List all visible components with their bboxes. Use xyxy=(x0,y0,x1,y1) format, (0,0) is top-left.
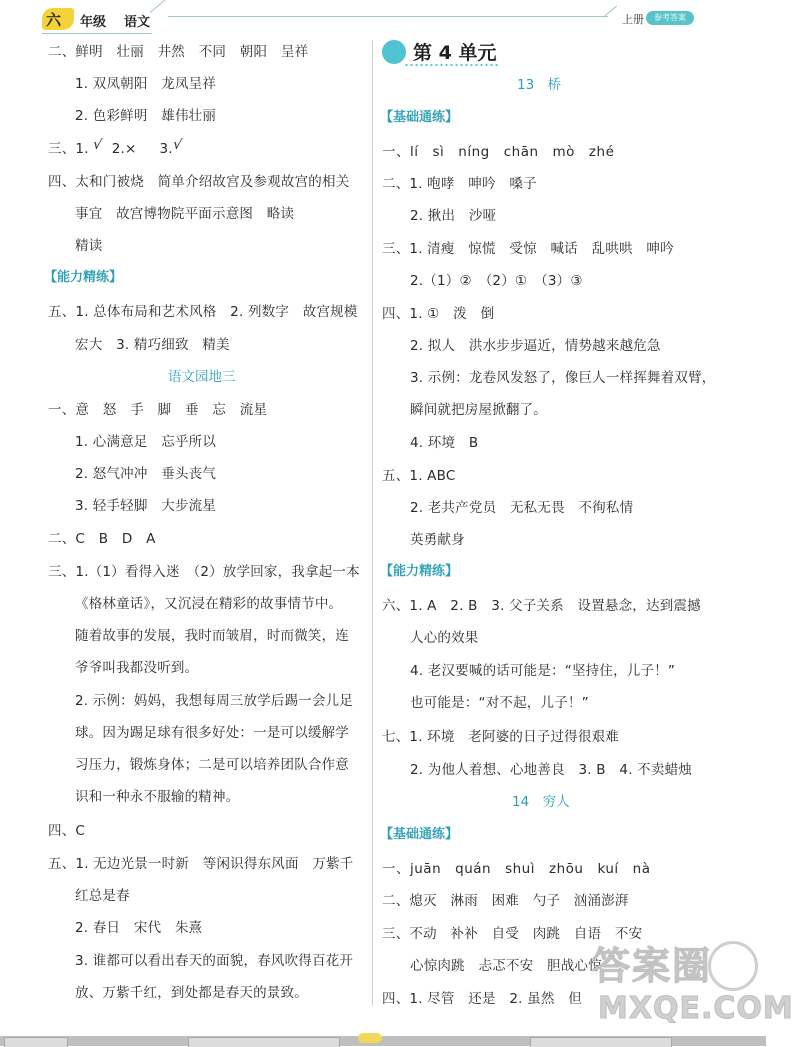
header-rule-left xyxy=(42,33,152,34)
answer-line: 2.（1）② （2）① （3）③ xyxy=(410,273,583,289)
answer-line: 心惊肉跳 忐忑不安 胆战心惊 xyxy=(410,958,602,974)
check-mark-icon: √ xyxy=(92,136,104,154)
answer-line: 2. 春日 宋代 朱熹 xyxy=(75,920,203,936)
answer-line: 习压力，锻炼身体；二是可以培养团队合作意 xyxy=(75,757,349,773)
answer-key-badge: 参考答案 xyxy=(646,11,694,25)
footer-tab xyxy=(188,1037,340,1047)
answer-line: 1. 心满意足 忘乎所以 xyxy=(75,434,217,450)
answer-line: 七、1. 环境 老阿婆的日子过得很艰难 xyxy=(382,729,619,745)
answer-line: 三、1.（1）看得入迷 （2）放学回家，我拿起一本 xyxy=(48,564,360,580)
watermark-circle-icon xyxy=(708,941,758,991)
answer-line: 1. 双凤朝阳 龙凤呈祥 xyxy=(75,76,217,92)
answer-line: 2. 老共产党员 无私无畏 不徇私情 xyxy=(410,500,634,516)
answer-line: 三、不动 补补 自受 肉跳 自语 不安 xyxy=(382,926,643,942)
watermark-domain: MXQE.COM xyxy=(598,991,794,1026)
answer-line: 二、C B D A xyxy=(48,531,156,547)
watermark xyxy=(590,935,794,1040)
answer-line: 宏大 3. 精巧细致 精美 xyxy=(75,337,230,353)
answer-line: 一、juān quán shuì zhōu kuí nà xyxy=(382,861,651,877)
unit-bullet-icon xyxy=(382,40,406,64)
answer-line: 4. 环境 B xyxy=(410,435,479,451)
answer-line: 放、万紫千红，到处都是春天的景致。 xyxy=(75,985,308,1001)
lesson-title: 语文园地三 xyxy=(168,369,236,385)
answer-line: 二、熄灭 淋雨 困难 勺子 汹涌澎湃 xyxy=(382,893,629,909)
header-rule xyxy=(168,16,608,17)
section-heading: 【能力精练】 xyxy=(380,564,459,579)
answer-text: 2.× xyxy=(111,141,137,157)
section-heading: 【能力精练】 xyxy=(44,270,123,285)
answer-line: 3. 谁都可以看出春天的面貌，春风吹得百花开 xyxy=(75,953,354,969)
answer-line: 事宜 故宫博物院平面示意图 略读 xyxy=(75,206,295,222)
column-divider xyxy=(372,40,373,1006)
lesson-title: 14 穷人 xyxy=(512,794,570,810)
answer-line: 爷爷叫我都没听到。 xyxy=(75,660,199,676)
answer-line: 红总是春 xyxy=(75,888,130,904)
section-heading: 【基础通练】 xyxy=(380,827,459,842)
volume-label: 上册 xyxy=(622,13,644,26)
answer-line: 三、1. 清瘦 惊慌 受惊 喊话 乱哄哄 呻吟 xyxy=(382,241,674,257)
answer-text: 3. xyxy=(159,141,173,157)
answer-line: 瞬间就把房屋掀翻了。 xyxy=(410,402,547,418)
answer-line: 4. 老汉要喊的话可能是：“坚持住，儿子！” xyxy=(410,663,676,679)
answer-text: 三、1. xyxy=(48,141,89,157)
answer-line: 随着故事的发展，我时而皱眉，时而微笑，连 xyxy=(75,628,349,644)
answer-line: 2. 怒气冲冲 垂头丧气 xyxy=(75,466,217,482)
answer-line: 3. 轻手轻脚 大步流星 xyxy=(75,498,217,514)
lesson-title: 13 桥 xyxy=(517,77,562,93)
answer-line: 2. 拟人 洪水步步逼近，情势越来越危急 xyxy=(410,338,661,354)
answer-line: 四、1. ① 泼 倒 xyxy=(382,306,495,322)
answer-line: 精读 xyxy=(75,238,103,254)
answer-line: 四、太和门被烧 简单介绍故宫及参观故宫的相关 xyxy=(48,174,350,190)
answer-line: 五、1. 无边光景一时新 等闲识得东风面 万紫千 xyxy=(48,856,354,872)
subject-label: 语文 xyxy=(124,15,151,30)
answer-line: 五、1. ABC xyxy=(382,468,456,484)
answer-line: 六、1. A 2. B 3. 父子关系 设置悬念，达到震撼 xyxy=(382,598,701,614)
section-heading: 【基础通练】 xyxy=(380,110,459,125)
answer-line: 2. 示例：妈妈，我想每周三放学后踢一会儿足 xyxy=(75,693,354,709)
grade-label: 年级 xyxy=(80,15,107,30)
answer-line: 球。因为踢足球有很多好处：一是可以缓解学 xyxy=(75,725,349,741)
answer-line: 识和一种永不服输的精神。 xyxy=(75,789,240,805)
footer-tab xyxy=(530,1037,672,1047)
answer-line: 英勇献身 xyxy=(410,532,465,548)
answer-line: 《格林童话》，又沉浸在精彩的故事情节中。 xyxy=(75,596,343,612)
page-header xyxy=(0,0,766,34)
answer-line: 四、C xyxy=(48,823,86,839)
answer-line: 四、1. 尽管 还是 2. 虽然 但 xyxy=(382,991,582,1007)
grade-number: 六 xyxy=(46,11,62,29)
unit-title-underline xyxy=(404,64,500,66)
header-rule-slash xyxy=(150,0,171,13)
answer-line: 也可能是：“对不起，儿子！” xyxy=(410,695,589,711)
answer-line: 一、意 怒 手 脚 垂 忘 流星 xyxy=(48,402,268,418)
answer-line: 一、lí sì níng chān mò zhé xyxy=(382,144,615,160)
page-number-pill xyxy=(358,1033,382,1043)
answer-line: 人心的效果 xyxy=(410,630,479,646)
answer-line: 2. 为他人着想、心地善良 3. B 4. 不卖蜡烛 xyxy=(410,762,692,778)
answer-line xyxy=(48,136,183,157)
answer-line: 3. 示例：龙卷风发怒了，像巨人一样挥舞着双臂， xyxy=(410,370,716,386)
watermark-logo-text: 答案圈 xyxy=(592,944,713,988)
unit-title: 第 4 单元 xyxy=(413,42,497,64)
header-rule-slash-right xyxy=(603,6,617,18)
answer-line: 2. 揪出 沙哑 xyxy=(410,208,497,224)
answer-line: 2. 色彩鲜明 雄伟壮丽 xyxy=(75,108,217,124)
answer-line: 五、1. 总体布局和艺术风格 2. 列数字 故宫规模 xyxy=(48,304,358,320)
answer-line: 二、鲜明 壮丽 井然 不同 朝阳 呈祥 xyxy=(48,44,309,60)
check-mark-icon: √ xyxy=(171,136,183,154)
answer-line: 二、1. 咆哮 呻吟 嗓子 xyxy=(382,176,537,192)
footer-tab xyxy=(4,1037,68,1047)
